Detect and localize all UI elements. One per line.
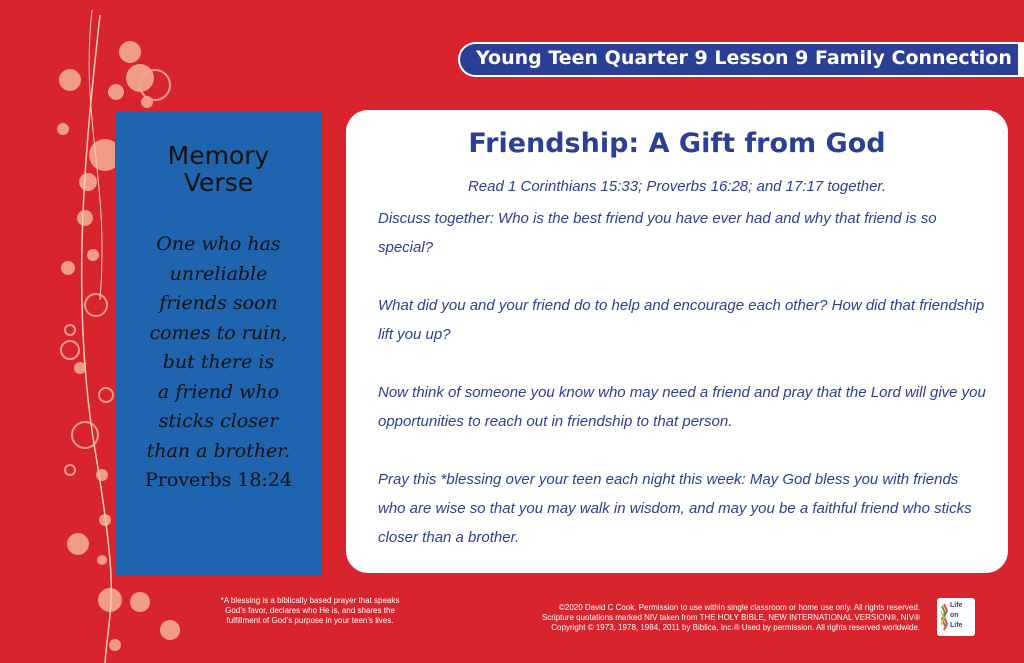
verse-line: One who has [156, 233, 281, 255]
life-on-life-logo [937, 598, 975, 636]
copyright-line: ©2020 David C Cook. Permission to use within single classroom or home use only. All rights reserved. [558, 603, 920, 612]
verse-reference: Proverbs 18:24 [144, 469, 293, 491]
memory-verse-box [115, 112, 322, 576]
verse-line: friends soon [159, 292, 278, 314]
header-banner [458, 42, 1024, 77]
memory-heading-line: Memory [167, 141, 270, 170]
verse-line: sticks closer [158, 410, 279, 432]
footnote-line: God’s favor, declares who He is, and shares the [225, 606, 395, 615]
footnote-line: *A blessing is a biblically based prayer that speaks [220, 596, 400, 605]
reading-instruction: Read 1 Corinthians 15:33; Proverbs 16:28; and 17:17 together. [467, 178, 887, 195]
memory-verse-heading [115, 142, 322, 196]
logo-text [950, 601, 974, 631]
copyright-line: Scripture quotations marked NIV taken from THE HOLY BIBLE, NEW INTERNATIONAL VERSION®, NIV® [541, 613, 920, 622]
lesson-card [346, 110, 1008, 573]
verse-line: a friend who [157, 380, 280, 403]
card-body [378, 204, 988, 581]
verse-line: comes to ruin, [149, 321, 288, 344]
memory-heading-line: Verse [183, 168, 254, 197]
discussion-paragraph: Discuss together: Who is the best friend you have ever had and why that friend is so special? [378, 210, 937, 256]
copyright-line: Copyright © 1973, 1978, 1984, 2011 by Biblica, Inc.® Used by permission. All rights reserved worldwide. [551, 623, 920, 632]
blessing-footnote [190, 596, 430, 626]
verse-line: but there is [162, 351, 275, 373]
logo-line: Life [950, 602, 963, 609]
verse-line: unreliable [169, 262, 268, 285]
header-title: Young Teen Quarter 9 Lesson 9 Family Connection [476, 47, 1012, 69]
logo-mark-icon [940, 603, 948, 631]
memory-verse-text [115, 230, 322, 496]
discussion-paragraph: Now think of someone you know who may need a friend and pray that the Lord will give you opportunities to reach out in friendship to that person. [378, 384, 986, 430]
discussion-paragraph: What did you and your friend do to help and encourage each other? How did that friendship lift you up? [378, 297, 985, 343]
blessing-paragraph: Pray this *blessing over your teen each night this week: May God bless you with friends who are wise so that you may walk in wisdom, and may you be a faithful friend who sticks closer than a brother. [378, 471, 972, 546]
copyright-notice [440, 603, 920, 633]
footnote-line: fulfillment of God’s purpose in your teen’s lives. [226, 616, 394, 625]
card-title: Friendship: A Gift from God [468, 128, 886, 159]
verse-line: than a brother. [146, 439, 291, 462]
logo-line: on [950, 612, 959, 619]
logo-line: Life [950, 622, 963, 629]
